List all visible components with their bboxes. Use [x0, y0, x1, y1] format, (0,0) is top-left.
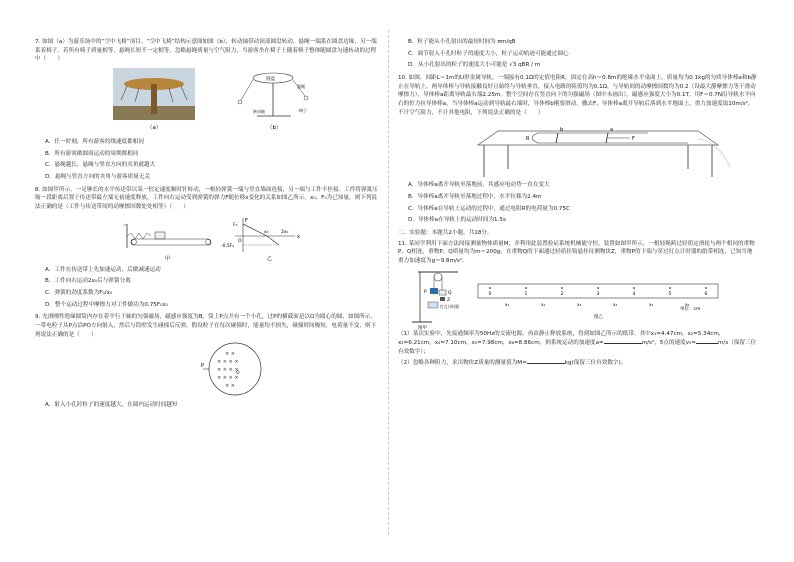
tick-2x0: 2x₀: [281, 229, 289, 235]
pulley: [434, 273, 442, 281]
q9-stem: 9. 光滑刚性绝缘圆筒内存在着平行于轴的匀强磁场，磁感应强度为B，筒上P点开有一个小孔，过P的横截面是以O为圆心的圆，如图所示。一带电粒子从P点沿PO方向射入，然后与筒壁发生碰撞后反弹。假设粒子在每次碰撞时，能量均不损失，碰撞时间极短，电荷量不变，则下列说法正确的是（ ）: [35, 314, 377, 338]
q11-stem: 11. 某同学利用下面方法间接测量物体质量M，并利用此装置验证系统机械能守恒。装置如图甲所示，一根轻绳跨过轻质定滑轮与两个相同的重物P、Q相连，重物P、Q质量均为m＝200g，在重物Q的下面通过轻质挂钩悬挂待测物块Z，重物P的下端与穿过打点计时器的纸带相连，已知当地重力加速度为g＝9.8m/s²。: [398, 240, 755, 264]
q11-part1-text: （1）某次实验中，先接通频率为50Hz的交流电源，再由静止释放系统，得到如图乙所示的纸带，其中x₁=4.47cm，x₂=5.34cm，x₃=6.21cm，x₄=7.10cm，x₅=7.98cm，x₆=8.86cm，则系统运动的加速度a=: [398, 330, 725, 347]
tape-dot: [669, 287, 671, 289]
q8-figure-svg: [35, 214, 380, 266]
label-F: F: [632, 136, 635, 143]
force-line: [243, 224, 279, 245]
q10-figure-svg: [398, 119, 758, 181]
q10-stem: 10. 如图，间距L＝1m的U形金属导轨，一端接有0.1Ω的定值电阻R，固定在高h＝0.8m的绝缘水平桌面上。质量均为0.1kg的匀质导体棒a和b静止在导轨上，两导体棒与导轨接触良好且始终与导轨垂直，接入电路的阻值均为0.1Ω，与导轨间的动摩擦因数均为0.2（设最大静摩擦力等于滑动摩擦力），导体棒a距离导轨最右端2.25m。整个空间存在竖直向下的匀强磁场（图中未画出），磁感应强度大小为0.1T。用F＝0.7N沿导轨水平向右的恒力拉导体棒a，当导体棒a运动到导轨最右端时，导体棒b刚要滑动，撤去F，导体棒a离开导轨后落到水平地面上。重力加速度取10m/s²，不计空气阻力，不计其他电阻，下列说法正确的是（ ）: [398, 74, 757, 116]
label-timer: 打点计时器: [440, 303, 459, 309]
q8-option-b: B．工件向右运动2x₀后与弹簧分离: [45, 278, 131, 285]
right-column: [398, 38, 758, 370]
label-rope: 悬绳: [297, 83, 305, 89]
q10-option-b: B．导体棒a离开导轨至落地过程中，水平位移为2.4m: [408, 193, 542, 200]
answer-blank-a[interactable]: [604, 338, 642, 344]
tape-segment-label: x₅: [649, 301, 654, 307]
svg-text:× × × ×: × × × ×: [217, 367, 239, 374]
label-fig-jia: 图甲: [418, 325, 427, 330]
mass-P: [430, 288, 438, 294]
q8-figure: [35, 214, 380, 266]
conveyor-belt: [131, 239, 211, 245]
svg-text:× ×: × ×: [225, 383, 235, 390]
q7-option-a: A．任一时刻，所有游客的线速度都相同: [45, 138, 144, 145]
q7-option-d: D．悬绳与竖直方向的夹角与游客质量无关: [45, 173, 150, 180]
q9-option-d: D．从小孔射出的粒子的速度大小可能是 √3 qBR / m: [408, 62, 541, 69]
q11-part2-end: kg(保留三位有效数字)；: [564, 360, 627, 367]
tick-F0: F₀: [233, 222, 238, 228]
svg-text:× × × ×: × × × ×: [217, 359, 239, 366]
label-disk: 圆盘: [266, 76, 275, 82]
q11-part1: [398, 330, 758, 357]
tape-segment-label: x₆: [685, 301, 690, 307]
q9-option-a: A．射入小孔时粒子的速度越大，在圆内运动时间越短: [45, 402, 178, 409]
tape-dot: [705, 287, 707, 289]
answer-blank-M[interactable]: [527, 358, 565, 364]
label-P11: P: [424, 289, 427, 295]
q9-figure: [35, 341, 380, 401]
label-O: O: [236, 371, 240, 377]
label-P: P: [201, 363, 205, 370]
tape-point-label: 0: [488, 291, 492, 297]
tick-neg: -0.5F₀: [221, 243, 235, 249]
label-fig-yi: 图乙: [594, 314, 603, 320]
label-R: R: [526, 136, 530, 143]
label-a: a: [610, 127, 614, 134]
rod-a: [606, 133, 608, 143]
fig-a-caption: （a）: [147, 124, 162, 131]
q10-option-d: D．导体棒a在导轨上的运动时间为1.5s: [408, 217, 506, 224]
q7-figure-svg: [35, 66, 380, 136]
tape-point-label: 2: [560, 291, 564, 297]
axis-x: x: [297, 233, 300, 240]
column-divider: [388, 30, 389, 535]
tape-point-label: 4: [632, 291, 636, 297]
q8-option-d: D．整个运动过程中摩擦力对工件做功为0.75F₀x₀: [45, 301, 168, 308]
q11-part2: [398, 358, 758, 368]
q11-figure: [398, 268, 758, 330]
label-chair: 椅子: [299, 107, 307, 113]
label-Q: Q: [448, 290, 452, 296]
axis-F: F: [245, 217, 248, 224]
fig-b-caption: （b）: [267, 124, 282, 131]
rod-b: [556, 133, 558, 143]
tape-segment-label: x₃: [577, 301, 582, 307]
spring: [127, 233, 151, 239]
q7-stem: 7. 如图（a）为游乐场中的“空中飞椅”项目。“空中飞椅”结构示意图如图（b），转动轴带动顶部圆盘转动，悬绳一端系在圆盘边缘，另一端系着椅子。若所有椅子质量相等，悬绳长短不一定相等，忽略悬绳质量与空气阻力，当游客坐在椅子上随着椅子整体随圆盘匀速转动的过程中（ ）: [35, 39, 377, 63]
trajectory: [698, 139, 730, 167]
svg-text:× × × ×: × × × ×: [217, 375, 239, 382]
q9-figure-svg: [35, 341, 380, 401]
q10-figure: [398, 119, 758, 181]
q11-part1-tail: m/s²，5点的速度v₅=: [641, 340, 696, 347]
timer: [428, 302, 438, 308]
magnetic-field-marks: [217, 351, 239, 389]
tick-x0: x₀: [264, 229, 269, 235]
tape-point-label: 6: [704, 291, 708, 297]
label-yi: 乙: [267, 255, 273, 262]
q9-option-c: C．调节射入小孔时粒子的速度大小，粒子运动轨迹可能通过圆心: [408, 50, 569, 57]
answer-blank-v5[interactable]: [696, 338, 718, 344]
q8-option-c: C．弹簧的劲度系数为F₀/x₀: [45, 289, 113, 296]
label-jia: 甲: [165, 255, 171, 262]
q7-figure: [35, 66, 380, 136]
q11-part2-text: （2）忽略各种阻力，求出物块Z质量的测量值为M=: [398, 360, 527, 367]
tape-point-label: 5: [668, 291, 672, 297]
tape-dot: [561, 287, 563, 289]
tape-points: [489, 287, 708, 307]
q10-option-a: A．导体棒a离开导轨至落地前，其感应电动势一直在变大: [408, 182, 550, 189]
axis-O: O: [238, 238, 242, 244]
tape-point-label: 3: [596, 291, 600, 297]
tape-dot: [489, 287, 491, 289]
tape-dot: [597, 287, 599, 289]
tape-dot: [633, 287, 635, 289]
q9-option-b: B．粒子能从小孔射出的最短时间为 πm/qB: [408, 39, 516, 45]
label-Z: Z: [447, 297, 451, 303]
mass-Q: [439, 290, 446, 295]
left-column: [35, 38, 380, 413]
q10-option-c: C．导体棒a在导轨上运动的过程中，通过电阻R的电荷量为0.75C: [408, 205, 570, 212]
section-heading: 二、实验题：本题共2小题，共18分。: [398, 229, 493, 236]
tape-dot: [525, 287, 527, 289]
tape-segment-label: x₁: [505, 301, 510, 307]
q8-option-a: A．工件在传送带上先加速运动，后做减速运动: [45, 266, 161, 273]
q11-figure-svg: [398, 268, 758, 330]
workpiece: [155, 232, 165, 239]
label-axis: 转动轴: [253, 108, 265, 114]
q8-stem: 8. 如图甲所示，一足够长的水平传送带以某一恒定速度顺时针转动，一根轻弹簧一端与竖直墙面连接，另一端与工件不拴接。工件将弹簧压缩一段距离后置于传送带最左端无初速度释放，工件向右运动受到弹簧的弹力F随位移x变化的关系如图乙所示，x₀、F₀为已知量，则下列说法正确的是（工件与传送带间的动摩擦因数处处相等）（ ）: [35, 186, 378, 210]
q7-option-b: B．所有游客做圆周运动的周期都相同: [45, 150, 139, 157]
mass-Z: [440, 297, 445, 301]
svg-text:× ×: × ×: [225, 351, 235, 358]
label-b: b: [560, 127, 564, 134]
tape-point-label: 1: [524, 291, 528, 297]
tape-segment-label: x₄: [613, 301, 618, 307]
tape-segment-label: x₂: [541, 301, 546, 307]
q7-option-c: C．悬绳越长，悬绳与竖直方向的夹角就越大: [45, 162, 156, 169]
label-unit: 单位：cm: [680, 306, 701, 312]
q11-part1-end: m/s（保留三位有效数字）；: [398, 340, 757, 355]
